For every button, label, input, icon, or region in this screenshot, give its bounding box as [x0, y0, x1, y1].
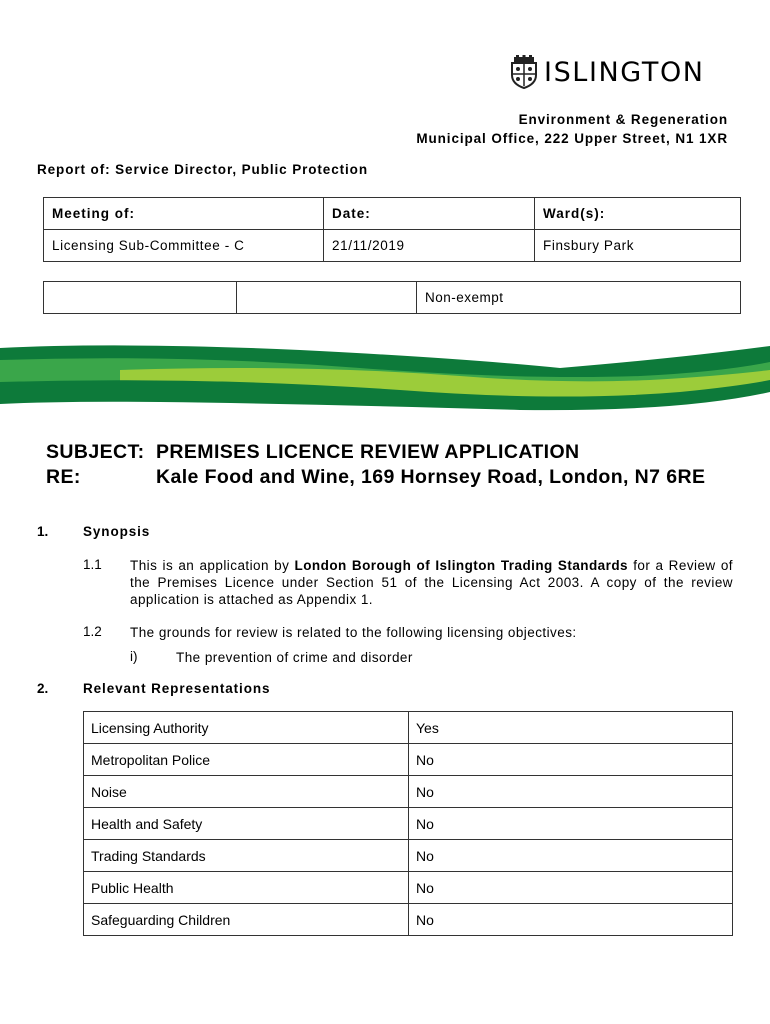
report-of: Report of: Service Director, Public Protection: [37, 162, 368, 177]
section-2-title: Relevant Representations: [83, 681, 271, 696]
rep-party: Public Health: [84, 872, 409, 904]
representations-table: [83, 711, 733, 936]
re-value: Kale Food and Wine, 169 Hornsey Road, London, N7 6RE: [156, 466, 706, 488]
logo-text: ISLINGTON: [544, 56, 705, 88]
rep-value: No: [409, 872, 733, 904]
islington-logo: [510, 52, 740, 92]
rep-party: Metropolitan Police: [84, 744, 409, 776]
table-row: [84, 808, 733, 840]
rep-party: Trading Standards: [84, 840, 409, 872]
exempt-cell-2: [237, 282, 417, 314]
table-row: [84, 872, 733, 904]
table-header-row: [44, 198, 741, 230]
department-address: [416, 110, 728, 148]
table-row: [84, 904, 733, 936]
applicant-name: London Borough of Islington Trading Standards: [294, 558, 628, 573]
rep-party: Health and Safety: [84, 808, 409, 840]
ward-value: Finsbury Park: [535, 230, 741, 262]
table-row: [84, 776, 733, 808]
table-row: [44, 230, 741, 262]
subject-label: SUBJECT:: [46, 441, 145, 463]
exempt-cell-1: [44, 282, 237, 314]
rep-value: No: [409, 776, 733, 808]
date-value: 21/11/2019: [324, 230, 535, 262]
subject-block: [46, 440, 716, 490]
borough-crest-icon: [510, 55, 538, 89]
subject-value: PREMISES LICENCE REVIEW APPLICATION: [156, 441, 580, 463]
exemption-table: [43, 281, 741, 314]
re-label: RE:: [46, 466, 81, 488]
meeting-value: Licensing Sub-Committee - C: [44, 230, 324, 262]
paragraph-1-1-text-after: for a Review of the Premises Licence under Section 51 of the Licensing Act 2003. A copy of the review application is attached as Appendix 1.: [130, 558, 733, 607]
objective-number: i): [130, 649, 138, 664]
rep-party: Noise: [84, 776, 409, 808]
section-1-number: 1.: [37, 524, 49, 539]
table-row: [84, 840, 733, 872]
rep-value: Yes: [409, 712, 733, 744]
rep-party: Safeguarding Children: [84, 904, 409, 936]
rep-value: No: [409, 840, 733, 872]
header-meeting-of: Meeting of:: [44, 198, 324, 230]
rep-value: No: [409, 808, 733, 840]
department-name: Environment & Regeneration: [518, 112, 728, 127]
rep-party: Licensing Authority: [84, 712, 409, 744]
paragraph-1-1-number: 1.1: [83, 557, 102, 572]
green-swoosh-banner: [0, 340, 770, 420]
table-row: [84, 712, 733, 744]
header-date: Date:: [324, 198, 535, 230]
office-address: Municipal Office, 222 Upper Street, N1 1XR: [416, 131, 728, 146]
paragraph-1-2: The grounds for review is related to the following licensing objectives:: [130, 625, 577, 640]
exempt-status: Non-exempt: [417, 282, 741, 314]
objective-text: The prevention of crime and disorder: [176, 650, 413, 665]
paragraph-1-1-text-before: This is an application by: [130, 558, 295, 573]
table-row: [44, 282, 741, 314]
rep-value: No: [409, 904, 733, 936]
section-2-number: 2.: [37, 681, 49, 696]
paragraph-1-1: [130, 557, 733, 608]
meeting-table: [43, 197, 741, 262]
paragraph-1-2-number: 1.2: [83, 624, 102, 639]
table-row: [84, 744, 733, 776]
rep-value: No: [409, 744, 733, 776]
section-1-title: Synopsis: [83, 524, 151, 539]
header-wards: Ward(s):: [535, 198, 741, 230]
